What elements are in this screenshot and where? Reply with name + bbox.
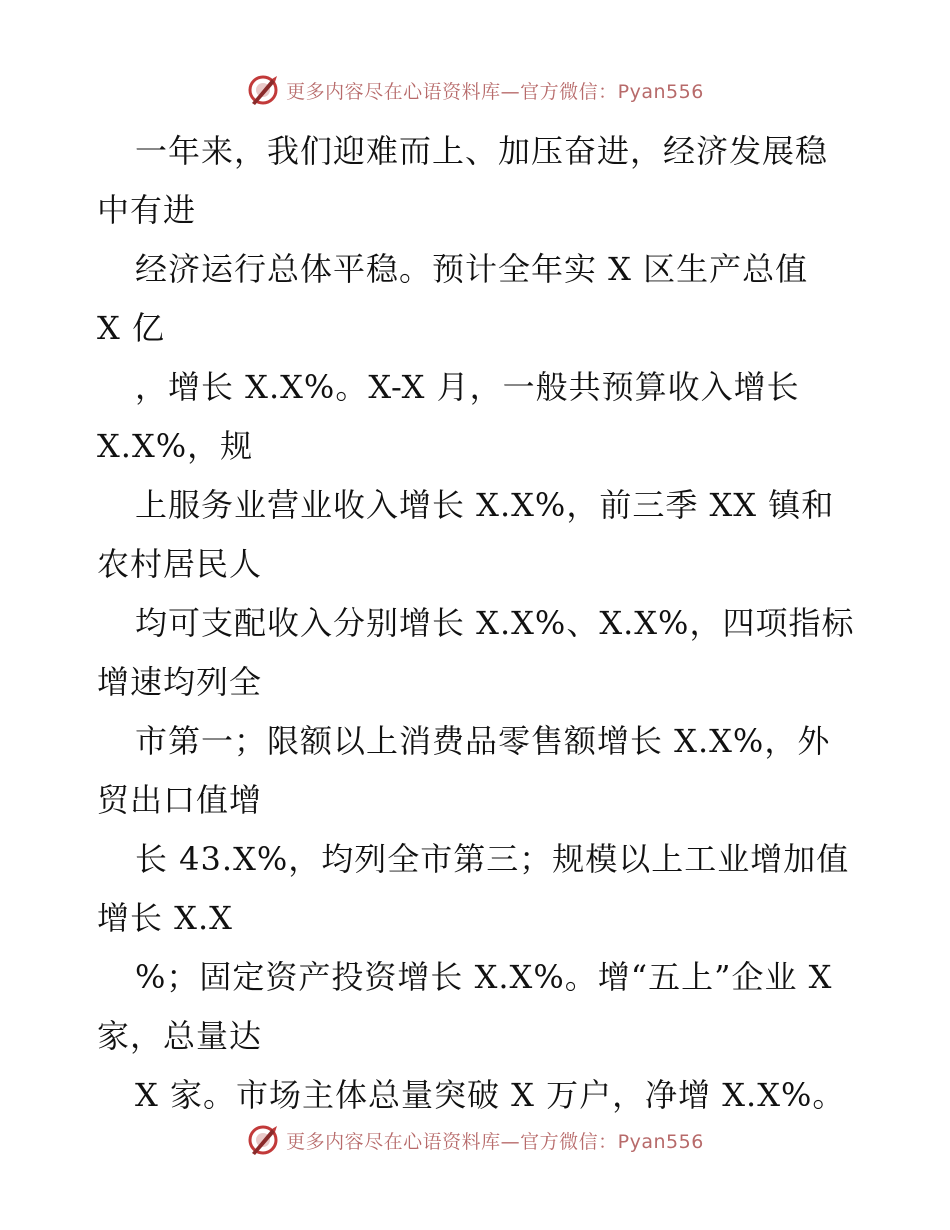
text-line: 长 43.X%，均列全市第三；规模以上工业增加值 <box>135 840 850 878</box>
quill-seal-icon <box>246 1123 280 1157</box>
text-line: ，增长 X.X%。X-X 月，一般共预算收入增长 <box>135 368 800 406</box>
text-line: 家，总量达 <box>97 1017 263 1055</box>
text-line: 农村居民人 <box>97 545 263 583</box>
text-line: X.X%，规 <box>97 427 254 465</box>
text-line: 上服务业营业收入增长 X.X%，前三季 XX 镇和 <box>135 486 835 524</box>
text-line: 增长 X.X <box>97 899 233 937</box>
document-body <box>97 122 857 1125</box>
text-line: 一年来，我们迎难而上、加压奋进，经济发展稳 <box>135 132 829 170</box>
text-line: 市第一；限额以上消费品零售额增长 X.X%，外 <box>135 722 831 760</box>
text-line: 中有进 <box>97 191 197 229</box>
text-line: 增速均列全 <box>97 663 263 701</box>
footer-banner-text: 更多内容尽在心语资料库—官方微信：Pyan556 <box>286 1130 704 1153</box>
text-line: X 亿 <box>97 309 165 347</box>
text-line: %；固定资产投资增长 X.X%。增“五上”企业 X <box>135 958 833 996</box>
text-line: 贸出口值增 <box>97 781 263 819</box>
text-line: 均可支配收入分别增长 X.X%、X.X%，四项指标 <box>135 604 855 642</box>
footer-banner <box>0 1120 950 1160</box>
header-banner <box>0 70 950 110</box>
quill-seal-icon <box>246 73 280 107</box>
text-line: X 家。市场主体总量突破 X 万户，净增 X.X%。 <box>135 1076 846 1114</box>
header-banner-text: 更多内容尽在心语资料库—官方微信：Pyan556 <box>286 80 704 103</box>
text-line: 经济运行总体平稳。预计全年实 X 区生产总值 <box>135 250 809 288</box>
